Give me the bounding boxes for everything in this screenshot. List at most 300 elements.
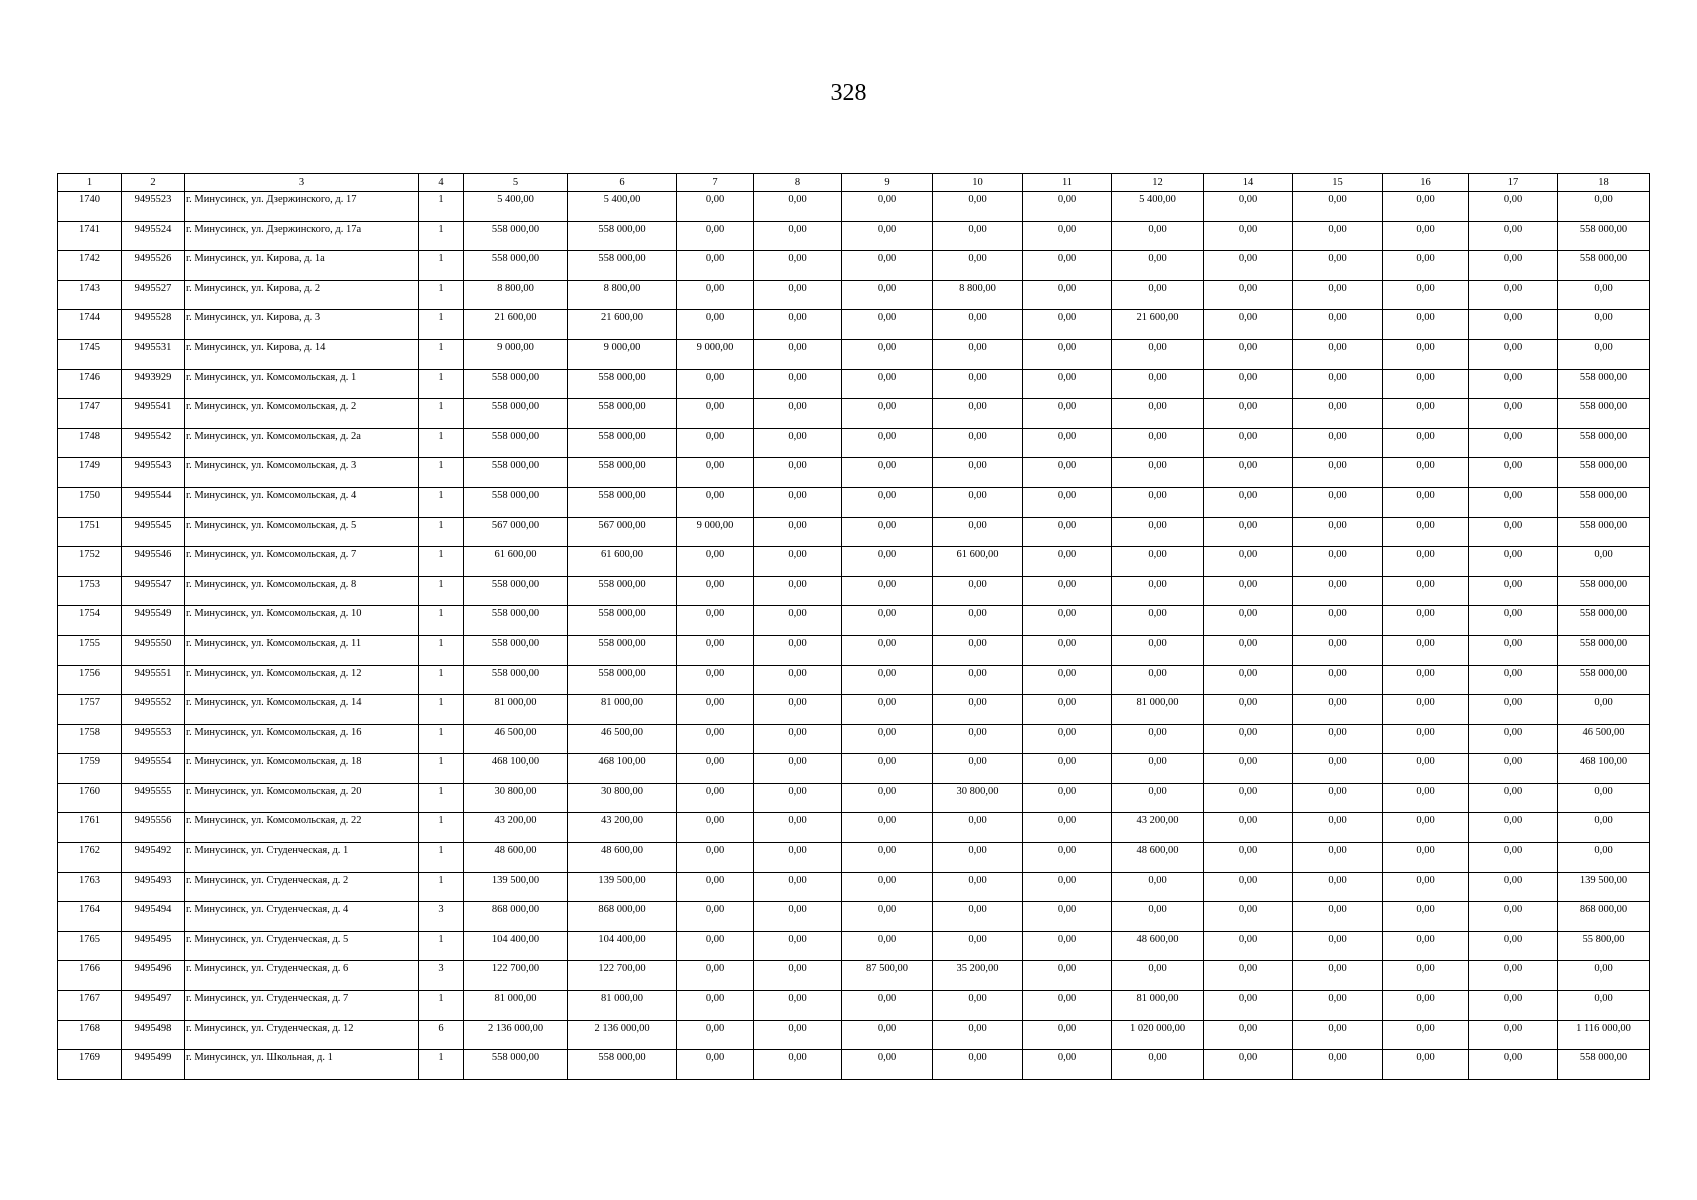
- table-cell: 1: [419, 576, 464, 606]
- table-cell: 558 000,00: [568, 428, 677, 458]
- table-cell: 558 000,00: [1558, 369, 1650, 399]
- table-cell: 0,00: [1383, 813, 1469, 843]
- table-cell: 0,00: [1383, 724, 1469, 754]
- table-cell: 558 000,00: [568, 606, 677, 636]
- table-cell: 558 000,00: [568, 458, 677, 488]
- address-cell: г. Минусинск, ул. Комсомольская, д. 4: [185, 487, 419, 517]
- column-header: 3: [185, 174, 419, 192]
- table-cell: 0,00: [1383, 487, 1469, 517]
- table-cell: 468 100,00: [1558, 754, 1650, 784]
- table-cell: 468 100,00: [568, 754, 677, 784]
- table-cell: 9495552: [122, 695, 185, 725]
- table-cell: 1: [419, 843, 464, 873]
- table-cell: 61 600,00: [933, 547, 1023, 577]
- table-cell: 1760: [58, 783, 122, 813]
- table-cell: 0,00: [842, 399, 933, 429]
- table-cell: 0,00: [842, 339, 933, 369]
- table-cell: 0,00: [1383, 280, 1469, 310]
- table-cell: 9495546: [122, 547, 185, 577]
- table-cell: 0,00: [754, 487, 842, 517]
- table-cell: 0,00: [933, 428, 1023, 458]
- table-cell: 0,00: [1293, 339, 1383, 369]
- table-cell: 1: [419, 724, 464, 754]
- table-cell: 558 000,00: [1558, 251, 1650, 281]
- table-cell: 0,00: [1112, 369, 1204, 399]
- column-header: 10: [933, 174, 1023, 192]
- page-number: 328: [830, 80, 867, 106]
- table-cell: 558 000,00: [464, 221, 568, 251]
- table-cell: 9495496: [122, 961, 185, 991]
- table-cell: 0,00: [1293, 813, 1383, 843]
- table-cell: 0,00: [933, 1020, 1023, 1050]
- table-cell: 0,00: [842, 635, 933, 665]
- table-cell: 1759: [58, 754, 122, 784]
- table-cell: 558 000,00: [1558, 428, 1650, 458]
- table-cell: 0,00: [754, 339, 842, 369]
- address-cell: г. Минусинск, ул. Кирова, д. 14: [185, 339, 419, 369]
- table-cell: 1768: [58, 1020, 122, 1050]
- table-cell: 0,00: [1023, 310, 1112, 340]
- table-cell: 0,00: [842, 872, 933, 902]
- table-cell: 1744: [58, 310, 122, 340]
- table-cell: 0,00: [842, 931, 933, 961]
- table-cell: 0,00: [1558, 310, 1650, 340]
- table-cell: 0,00: [1293, 635, 1383, 665]
- table-cell: 9495492: [122, 843, 185, 873]
- column-header: 9: [842, 174, 933, 192]
- table-cell: 1751: [58, 517, 122, 547]
- table-cell: 0,00: [1469, 192, 1558, 222]
- table-cell: 1: [419, 754, 464, 784]
- table-cell: 0,00: [842, 1020, 933, 1050]
- table-cell: 1: [419, 399, 464, 429]
- table-cell: 9 000,00: [464, 339, 568, 369]
- table-cell: 9495549: [122, 606, 185, 636]
- table-cell: 0,00: [1383, 547, 1469, 577]
- address-cell: г. Минусинск, ул. Комсомольская, д. 3: [185, 458, 419, 488]
- table-cell: 0,00: [1112, 635, 1204, 665]
- table-cell: 0,00: [1469, 931, 1558, 961]
- table-cell: 9495544: [122, 487, 185, 517]
- column-header: 18: [1558, 174, 1650, 192]
- table-cell: 3: [419, 902, 464, 932]
- table-cell: 0,00: [1293, 665, 1383, 695]
- table-cell: 0,00: [754, 547, 842, 577]
- table-cell: 0,00: [1383, 665, 1469, 695]
- table-cell: 0,00: [677, 843, 754, 873]
- table-cell: 1: [419, 517, 464, 547]
- address-cell: г. Минусинск, ул. Студенческая, д. 2: [185, 872, 419, 902]
- table-cell: 0,00: [1293, 280, 1383, 310]
- table-cell: 0,00: [1112, 754, 1204, 784]
- column-header: 5: [464, 174, 568, 192]
- table-cell: 1: [419, 192, 464, 222]
- table-cell: 0,00: [842, 902, 933, 932]
- table-cell: 8 800,00: [568, 280, 677, 310]
- table-cell: 0,00: [1469, 369, 1558, 399]
- table-cell: 0,00: [842, 843, 933, 873]
- table-cell: 1748: [58, 428, 122, 458]
- table-cell: 9495550: [122, 635, 185, 665]
- table-cell: 0,00: [1023, 221, 1112, 251]
- table-cell: 0,00: [1023, 399, 1112, 429]
- table-cell: 0,00: [1383, 576, 1469, 606]
- table-cell: 0,00: [933, 251, 1023, 281]
- table-cell: 0,00: [1383, 458, 1469, 488]
- column-header: 12: [1112, 174, 1204, 192]
- table-cell: 0,00: [1112, 339, 1204, 369]
- table-cell: 48 600,00: [568, 843, 677, 873]
- address-cell: г. Минусинск, ул. Комсомольская, д. 11: [185, 635, 419, 665]
- address-cell: г. Минусинск, ул. Студенческая, д. 6: [185, 961, 419, 991]
- table-cell: 0,00: [842, 487, 933, 517]
- table-cell: 8 800,00: [464, 280, 568, 310]
- table-cell: 558 000,00: [568, 665, 677, 695]
- table-cell: 0,00: [842, 665, 933, 695]
- table-cell: 558 000,00: [464, 369, 568, 399]
- table-cell: 558 000,00: [1558, 221, 1650, 251]
- table-cell: 0,00: [1383, 339, 1469, 369]
- table-cell: 1: [419, 369, 464, 399]
- table-cell: 0,00: [1023, 665, 1112, 695]
- table-cell: 1: [419, 695, 464, 725]
- table-cell: 0,00: [933, 458, 1023, 488]
- table-cell: 0,00: [754, 1050, 842, 1080]
- table-cell: 0,00: [677, 399, 754, 429]
- table-row: [58, 192, 1650, 222]
- table-cell: 0,00: [1383, 695, 1469, 725]
- column-header: 6: [568, 174, 677, 192]
- table-cell: 1752: [58, 547, 122, 577]
- table-cell: 0,00: [1469, 221, 1558, 251]
- table-cell: 558 000,00: [464, 606, 568, 636]
- table-cell: 1: [419, 280, 464, 310]
- table-cell: 0,00: [1383, 369, 1469, 399]
- table-cell: 558 000,00: [1558, 517, 1650, 547]
- table-cell: 0,00: [754, 369, 842, 399]
- address-cell: г. Минусинск, ул. Комсомольская, д. 18: [185, 754, 419, 784]
- table-cell: 0,00: [754, 310, 842, 340]
- table-cell: 558 000,00: [568, 221, 677, 251]
- table-cell: 0,00: [1204, 606, 1293, 636]
- table-cell: 0,00: [1112, 251, 1204, 281]
- table-cell: 567 000,00: [568, 517, 677, 547]
- table-cell: 0,00: [1383, 635, 1469, 665]
- table-cell: 0,00: [677, 487, 754, 517]
- table-cell: 0,00: [1293, 783, 1383, 813]
- table-cell: 0,00: [1293, 517, 1383, 547]
- table-row: [58, 991, 1650, 1021]
- table-cell: 1741: [58, 221, 122, 251]
- table-cell: 9495543: [122, 458, 185, 488]
- table-cell: 0,00: [754, 872, 842, 902]
- table-cell: 558 000,00: [568, 1050, 677, 1080]
- table-cell: 9495528: [122, 310, 185, 340]
- table-cell: 81 000,00: [464, 991, 568, 1021]
- table-cell: 0,00: [1204, 310, 1293, 340]
- table-cell: 558 000,00: [568, 369, 677, 399]
- table-row: [58, 487, 1650, 517]
- table-cell: 139 500,00: [1558, 872, 1650, 902]
- table-cell: 0,00: [1293, 991, 1383, 1021]
- table-cell: 0,00: [933, 1050, 1023, 1080]
- table-cell: 0,00: [1293, 902, 1383, 932]
- table-cell: 1743: [58, 280, 122, 310]
- table-cell: 0,00: [1023, 369, 1112, 399]
- table-row: [58, 399, 1650, 429]
- table-cell: 0,00: [677, 1050, 754, 1080]
- table-cell: 9495498: [122, 1020, 185, 1050]
- address-cell: г. Минусинск, ул. Студенческая, д. 1: [185, 843, 419, 873]
- table-cell: 0,00: [1023, 606, 1112, 636]
- table-cell: 1: [419, 547, 464, 577]
- table-body: [58, 192, 1650, 1080]
- address-cell: г. Минусинск, ул. Кирова, д. 3: [185, 310, 419, 340]
- table-cell: 0,00: [677, 902, 754, 932]
- table-cell: 0,00: [933, 724, 1023, 754]
- table-cell: 0,00: [1469, 695, 1558, 725]
- table-header: [58, 174, 1650, 192]
- table-cell: 0,00: [1558, 813, 1650, 843]
- table-cell: 0,00: [1204, 931, 1293, 961]
- table-cell: 0,00: [754, 991, 842, 1021]
- table-cell: 1765: [58, 931, 122, 961]
- table-cell: 0,00: [677, 665, 754, 695]
- table-cell: 9495542: [122, 428, 185, 458]
- column-header: 7: [677, 174, 754, 192]
- table-cell: 0,00: [933, 931, 1023, 961]
- table-cell: 1: [419, 813, 464, 843]
- table-cell: 1: [419, 1050, 464, 1080]
- column-header: 11: [1023, 174, 1112, 192]
- table-cell: 0,00: [1204, 221, 1293, 251]
- table-cell: 0,00: [1023, 280, 1112, 310]
- table-cell: 0,00: [1112, 872, 1204, 902]
- table-cell: 0,00: [754, 724, 842, 754]
- table-cell: 0,00: [754, 280, 842, 310]
- table-cell: 0,00: [842, 724, 933, 754]
- table-cell: 81 000,00: [464, 695, 568, 725]
- table-cell: 0,00: [1469, 251, 1558, 281]
- table-cell: 0,00: [1204, 813, 1293, 843]
- table-row: [58, 931, 1650, 961]
- table-cell: 0,00: [933, 902, 1023, 932]
- address-cell: г. Минусинск, ул. Комсомольская, д. 10: [185, 606, 419, 636]
- table-cell: 0,00: [1023, 931, 1112, 961]
- table-cell: 122 700,00: [464, 961, 568, 991]
- table-cell: 0,00: [1383, 517, 1469, 547]
- table-cell: 558 000,00: [1558, 665, 1650, 695]
- table-cell: 0,00: [1204, 1050, 1293, 1080]
- table-cell: 0,00: [1293, 576, 1383, 606]
- table-cell: 0,00: [1293, 251, 1383, 281]
- table-cell: 0,00: [842, 251, 933, 281]
- table-cell: 9495545: [122, 517, 185, 547]
- table-cell: 0,00: [677, 872, 754, 902]
- table-cell: 0,00: [754, 458, 842, 488]
- table-cell: 1: [419, 428, 464, 458]
- column-header: 16: [1383, 174, 1469, 192]
- table-cell: 0,00: [754, 606, 842, 636]
- table-cell: 0,00: [1023, 783, 1112, 813]
- table-cell: 0,00: [1469, 339, 1558, 369]
- table-cell: 9495524: [122, 221, 185, 251]
- table-cell: 1: [419, 931, 464, 961]
- table-cell: 0,00: [1204, 843, 1293, 873]
- table-cell: 0,00: [1112, 783, 1204, 813]
- table-cell: 558 000,00: [568, 251, 677, 281]
- table-cell: 1 116 000,00: [1558, 1020, 1650, 1050]
- table-cell: 1745: [58, 339, 122, 369]
- address-cell: г. Минусинск, ул. Комсомольская, д. 16: [185, 724, 419, 754]
- header-row: [58, 174, 1650, 192]
- table-cell: 0,00: [1469, 783, 1558, 813]
- table-cell: 0,00: [1558, 547, 1650, 577]
- table-cell: 9495527: [122, 280, 185, 310]
- address-cell: г. Минусинск, ул. Комсомольская, д. 12: [185, 665, 419, 695]
- table-cell: 0,00: [1204, 783, 1293, 813]
- table-cell: 0,00: [933, 310, 1023, 340]
- table-cell: 0,00: [1558, 280, 1650, 310]
- table-cell: 0,00: [842, 754, 933, 784]
- table-cell: 0,00: [1293, 310, 1383, 340]
- table-cell: 0,00: [754, 813, 842, 843]
- table-cell: 1: [419, 310, 464, 340]
- table-cell: 0,00: [677, 547, 754, 577]
- table-row: [58, 843, 1650, 873]
- table-cell: 0,00: [754, 576, 842, 606]
- table-cell: 61 600,00: [568, 547, 677, 577]
- table-cell: 558 000,00: [568, 635, 677, 665]
- table-cell: 5 400,00: [464, 192, 568, 222]
- table-cell: 0,00: [933, 695, 1023, 725]
- table-cell: 9495493: [122, 872, 185, 902]
- table-cell: 87 500,00: [842, 961, 933, 991]
- table-cell: 0,00: [1469, 991, 1558, 1021]
- table-cell: 0,00: [1293, 872, 1383, 902]
- table-row: [58, 961, 1650, 991]
- table-cell: 0,00: [1558, 783, 1650, 813]
- table-cell: 0,00: [1469, 665, 1558, 695]
- table-cell: 0,00: [677, 192, 754, 222]
- table-cell: 1747: [58, 399, 122, 429]
- table-row: [58, 1050, 1650, 1080]
- table-cell: 1763: [58, 872, 122, 902]
- table-cell: 9495541: [122, 399, 185, 429]
- table-cell: 0,00: [677, 310, 754, 340]
- table-cell: 0,00: [1204, 280, 1293, 310]
- table-cell: 0,00: [1293, 961, 1383, 991]
- table-cell: 0,00: [1558, 695, 1650, 725]
- table-cell: 1: [419, 991, 464, 1021]
- table-cell: 0,00: [842, 369, 933, 399]
- table-cell: 9493929: [122, 369, 185, 399]
- address-cell: г. Минусинск, ул. Комсомольская, д. 14: [185, 695, 419, 725]
- table-cell: 0,00: [1204, 635, 1293, 665]
- table-cell: 30 800,00: [568, 783, 677, 813]
- table-cell: 9495554: [122, 754, 185, 784]
- table-cell: 9 000,00: [677, 517, 754, 547]
- table-cell: 558 000,00: [1558, 635, 1650, 665]
- table-cell: 0,00: [1023, 339, 1112, 369]
- table-cell: 1769: [58, 1050, 122, 1080]
- table-cell: 0,00: [677, 635, 754, 665]
- table-cell: 0,00: [1383, 931, 1469, 961]
- table-row: [58, 458, 1650, 488]
- table-cell: 104 400,00: [568, 931, 677, 961]
- table-cell: 1: [419, 251, 464, 281]
- address-cell: г. Минусинск, ул. Комсомольская, д. 7: [185, 547, 419, 577]
- table-cell: 0,00: [1112, 961, 1204, 991]
- table-cell: 0,00: [1112, 576, 1204, 606]
- table-cell: 558 000,00: [1558, 606, 1650, 636]
- table-cell: 0,00: [1112, 1050, 1204, 1080]
- table-cell: 567 000,00: [464, 517, 568, 547]
- table-cell: 0,00: [1558, 961, 1650, 991]
- table-cell: 558 000,00: [464, 1050, 568, 1080]
- table-cell: 0,00: [1023, 192, 1112, 222]
- table-cell: 9495497: [122, 991, 185, 1021]
- address-cell: г. Минусинск, ул. Студенческая, д. 5: [185, 931, 419, 961]
- table-cell: 0,00: [1023, 458, 1112, 488]
- table-cell: 0,00: [1023, 961, 1112, 991]
- table-cell: 0,00: [677, 576, 754, 606]
- table-cell: 0,00: [1023, 695, 1112, 725]
- table-cell: 0,00: [754, 251, 842, 281]
- table-cell: 0,00: [677, 724, 754, 754]
- table-cell: 0,00: [1204, 754, 1293, 784]
- address-cell: г. Минусинск, ул. Дзержинского, д. 17а: [185, 221, 419, 251]
- table-cell: 0,00: [1293, 843, 1383, 873]
- table-cell: 0,00: [1469, 1020, 1558, 1050]
- table-cell: 0,00: [1112, 221, 1204, 251]
- table-cell: 0,00: [1383, 754, 1469, 784]
- table-cell: 0,00: [1469, 487, 1558, 517]
- table-cell: 868 000,00: [1558, 902, 1650, 932]
- table-cell: 0,00: [1383, 872, 1469, 902]
- table-cell: 558 000,00: [464, 251, 568, 281]
- table-cell: 0,00: [1293, 192, 1383, 222]
- table-cell: 1756: [58, 665, 122, 695]
- table-cell: 0,00: [1469, 1050, 1558, 1080]
- table-cell: 139 500,00: [568, 872, 677, 902]
- table-cell: 0,00: [1204, 695, 1293, 725]
- table-cell: 122 700,00: [568, 961, 677, 991]
- table-cell: 0,00: [1023, 517, 1112, 547]
- table-cell: 0,00: [1204, 192, 1293, 222]
- table-cell: 9495553: [122, 724, 185, 754]
- table-cell: 0,00: [842, 783, 933, 813]
- table-row: [58, 695, 1650, 725]
- table-cell: 81 000,00: [568, 695, 677, 725]
- column-header: 8: [754, 174, 842, 192]
- table-cell: 0,00: [1469, 547, 1558, 577]
- table-cell: 1: [419, 665, 464, 695]
- table-cell: 0,00: [677, 606, 754, 636]
- table-cell: 0,00: [933, 635, 1023, 665]
- table-row: [58, 754, 1650, 784]
- table-cell: 21 600,00: [568, 310, 677, 340]
- table-cell: 0,00: [1204, 991, 1293, 1021]
- table-row: [58, 251, 1650, 281]
- table-cell: 1740: [58, 192, 122, 222]
- table-cell: 0,00: [933, 872, 1023, 902]
- table-cell: 0,00: [754, 961, 842, 991]
- address-cell: г. Минусинск, ул. Студенческая, д. 4: [185, 902, 419, 932]
- table-cell: 0,00: [1558, 843, 1650, 873]
- table-cell: 0,00: [933, 576, 1023, 606]
- table-cell: 0,00: [1469, 517, 1558, 547]
